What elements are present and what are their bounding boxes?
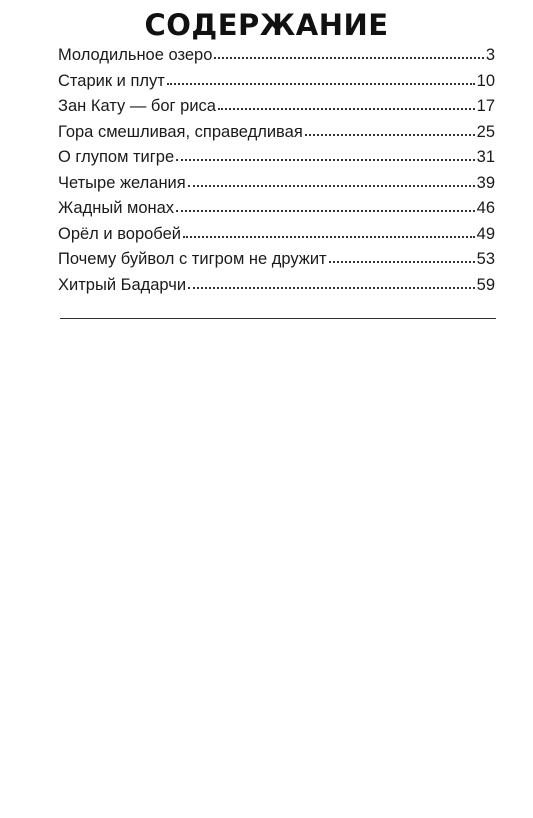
dot-leader (183, 232, 475, 238)
toc-entry (58, 123, 495, 149)
dot-leader (218, 104, 475, 110)
toc-entry-page: 49 (476, 224, 495, 243)
toc-entry-page: 39 (476, 173, 495, 192)
toc-entry (58, 46, 495, 72)
toc-entry (58, 174, 495, 200)
toc-entry-page: 17 (476, 97, 495, 115)
toc-entry (58, 276, 495, 302)
toc-entry-page: 3 (485, 46, 495, 64)
page-title: СОДЕРЖАНИЕ (144, 8, 389, 42)
toc-entry-page: 31 (476, 148, 495, 166)
toc-entry-title: Хитрый Бадарчи (58, 275, 187, 294)
toc-entry-title: Жадный монах (58, 199, 175, 217)
horizontal-rule (60, 318, 496, 319)
toc-entry (58, 148, 495, 174)
toc-entry-page: 25 (476, 122, 495, 141)
toc-entry (58, 199, 495, 225)
dot-leader (214, 53, 483, 59)
dot-leader (188, 283, 475, 289)
dot-leader (167, 79, 475, 85)
toc-entry-title: Четыре желания (58, 173, 186, 192)
toc-entry-page: 10 (476, 71, 495, 90)
toc-entry-title: Почему буйвол с тигром не дружит (58, 250, 327, 268)
toc-entry-title: Старик и плут (58, 71, 165, 90)
dot-leader (305, 130, 475, 136)
toc-entry-title: Орёл и воробей (58, 224, 181, 243)
toc-entry-title: Зан Кату — бог риса (58, 97, 216, 115)
toc-entry-title: Гора смешливая, справедливая (58, 122, 303, 141)
dot-leader (176, 155, 475, 161)
toc-entry (58, 225, 495, 251)
toc-entry-title: Молодильное озеро (58, 46, 213, 64)
table-of-contents (58, 46, 495, 301)
dot-leader (176, 206, 475, 212)
toc-entry (58, 97, 495, 123)
dot-leader (329, 257, 475, 263)
toc-entry-page: 53 (476, 250, 495, 268)
toc-entry-title: О глупом тигре (58, 148, 175, 166)
toc-entry-page: 46 (476, 199, 495, 217)
dot-leader (188, 181, 475, 187)
toc-entry (58, 72, 495, 98)
toc-entry (58, 250, 495, 276)
toc-entry-page: 59 (476, 275, 495, 294)
